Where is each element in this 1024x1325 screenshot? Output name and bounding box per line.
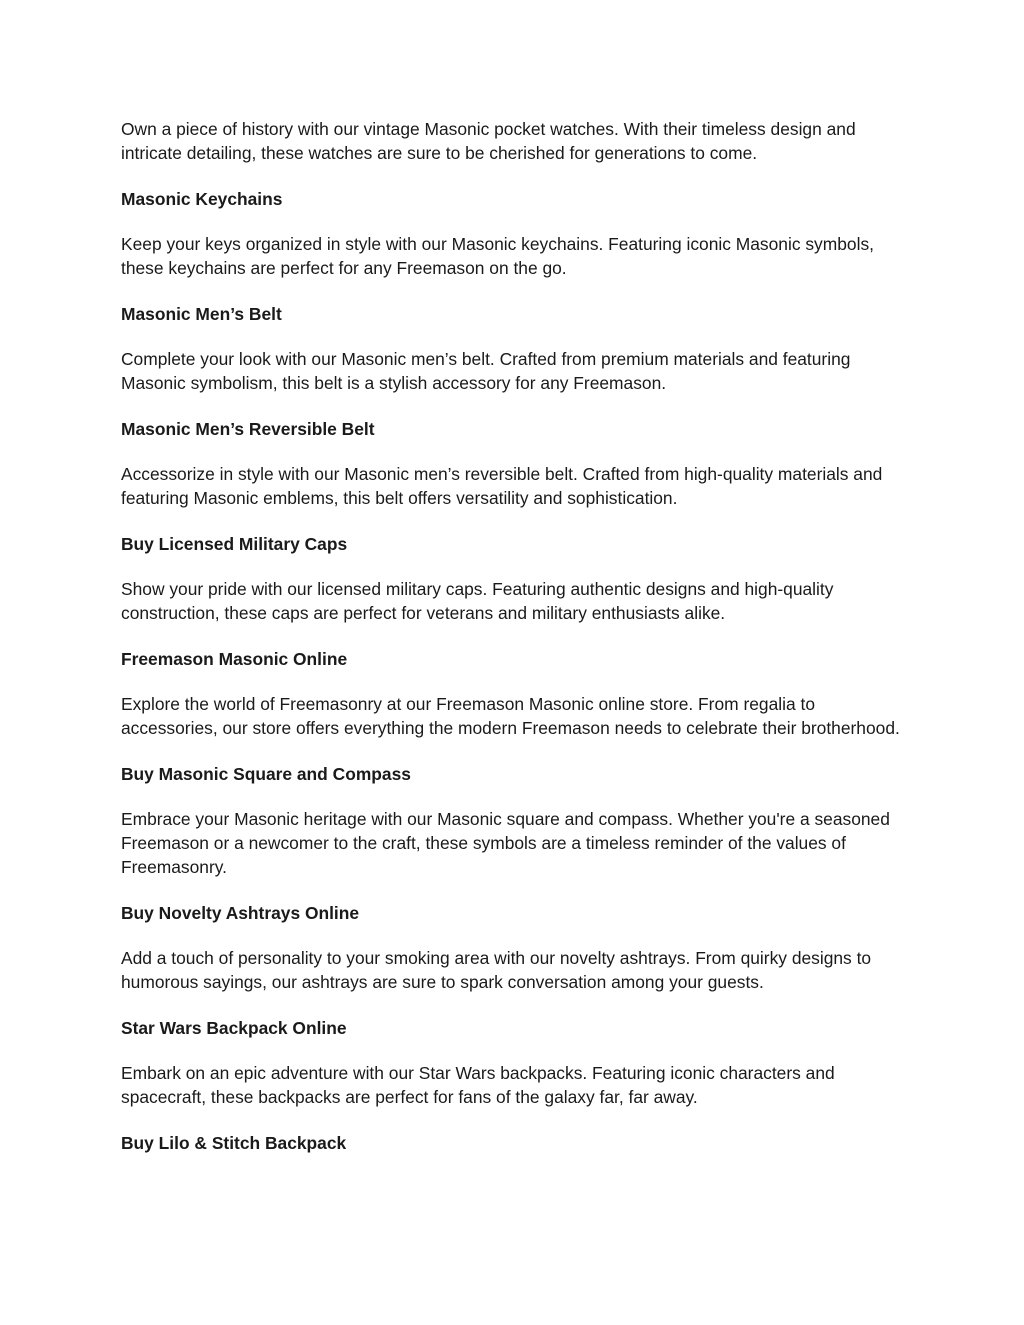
paragraph-reversible-belt: Accessorize in style with our Masonic men’s reversible belt. Crafted from high-quality materials and featuring Masonic emblems, this belt offers versatility and sophistication. bbox=[121, 464, 883, 508]
heading-masonic-keychains: Masonic Keychains bbox=[121, 189, 283, 209]
heading-military-caps: Buy Licensed Military Caps bbox=[121, 534, 348, 554]
paragraph-star-wars-backpack: Embark on an epic adventure with our Star Wars backpacks. Featuring iconic characters and spacecraft, these backpacks are perfect for fans of the galaxy far, far away. bbox=[121, 1063, 835, 1107]
document-page bbox=[121, 117, 901, 1176]
paragraph-pocket-watches: Own a piece of history with our vintage Masonic pocket watches. With their timeless design and intricate detailing, these watches are sure to be cherished for generations to come. bbox=[121, 119, 856, 163]
heading-freemason-online: Freemason Masonic Online bbox=[121, 649, 348, 669]
paragraph-square-compass: Embrace your Masonic heritage with our Masonic square and compass. Whether you're a seasoned Freemason or a newcomer to the craft, these symbols are a timeless reminder of the values of Freemasonry. bbox=[121, 809, 890, 877]
heading-reversible-belt: Masonic Men’s Reversible Belt bbox=[121, 419, 375, 439]
heading-lilo-stitch-backpack: Buy Lilo & Stitch Backpack bbox=[121, 1133, 347, 1153]
heading-novelty-ashtrays: Buy Novelty Ashtrays Online bbox=[121, 903, 360, 923]
heading-star-wars-backpack: Star Wars Backpack Online bbox=[121, 1018, 347, 1038]
paragraph-mens-belt: Complete your look with our Masonic men’s belt. Crafted from premium materials and featuring Masonic symbolism, this belt is a stylish accessory for any Freemason. bbox=[121, 349, 851, 393]
heading-square-compass: Buy Masonic Square and Compass bbox=[121, 764, 411, 784]
paragraph-military-caps: Show your pride with our licensed military caps. Featuring authentic designs and high-quality construction, these caps are perfect for veterans and military enthusiasts alike. bbox=[121, 579, 834, 623]
paragraph-keychains: Keep your keys organized in style with our Masonic keychains. Featuring iconic Masonic symbols, these keychains are perfect for any Freemason on the go. bbox=[121, 234, 874, 278]
paragraph-novelty-ashtrays: Add a touch of personality to your smoking area with our novelty ashtrays. From quirky designs to humorous sayings, our ashtrays are sure to spark conversation among your guests. bbox=[121, 948, 872, 992]
paragraph-freemason-online: Explore the world of Freemasonry at our Freemason Masonic online store. From regalia to accessories, our store offers everything the modern Freemason needs to celebrate their brotherhood. bbox=[121, 694, 900, 738]
heading-masonic-mens-belt: Masonic Men’s Belt bbox=[121, 304, 282, 324]
